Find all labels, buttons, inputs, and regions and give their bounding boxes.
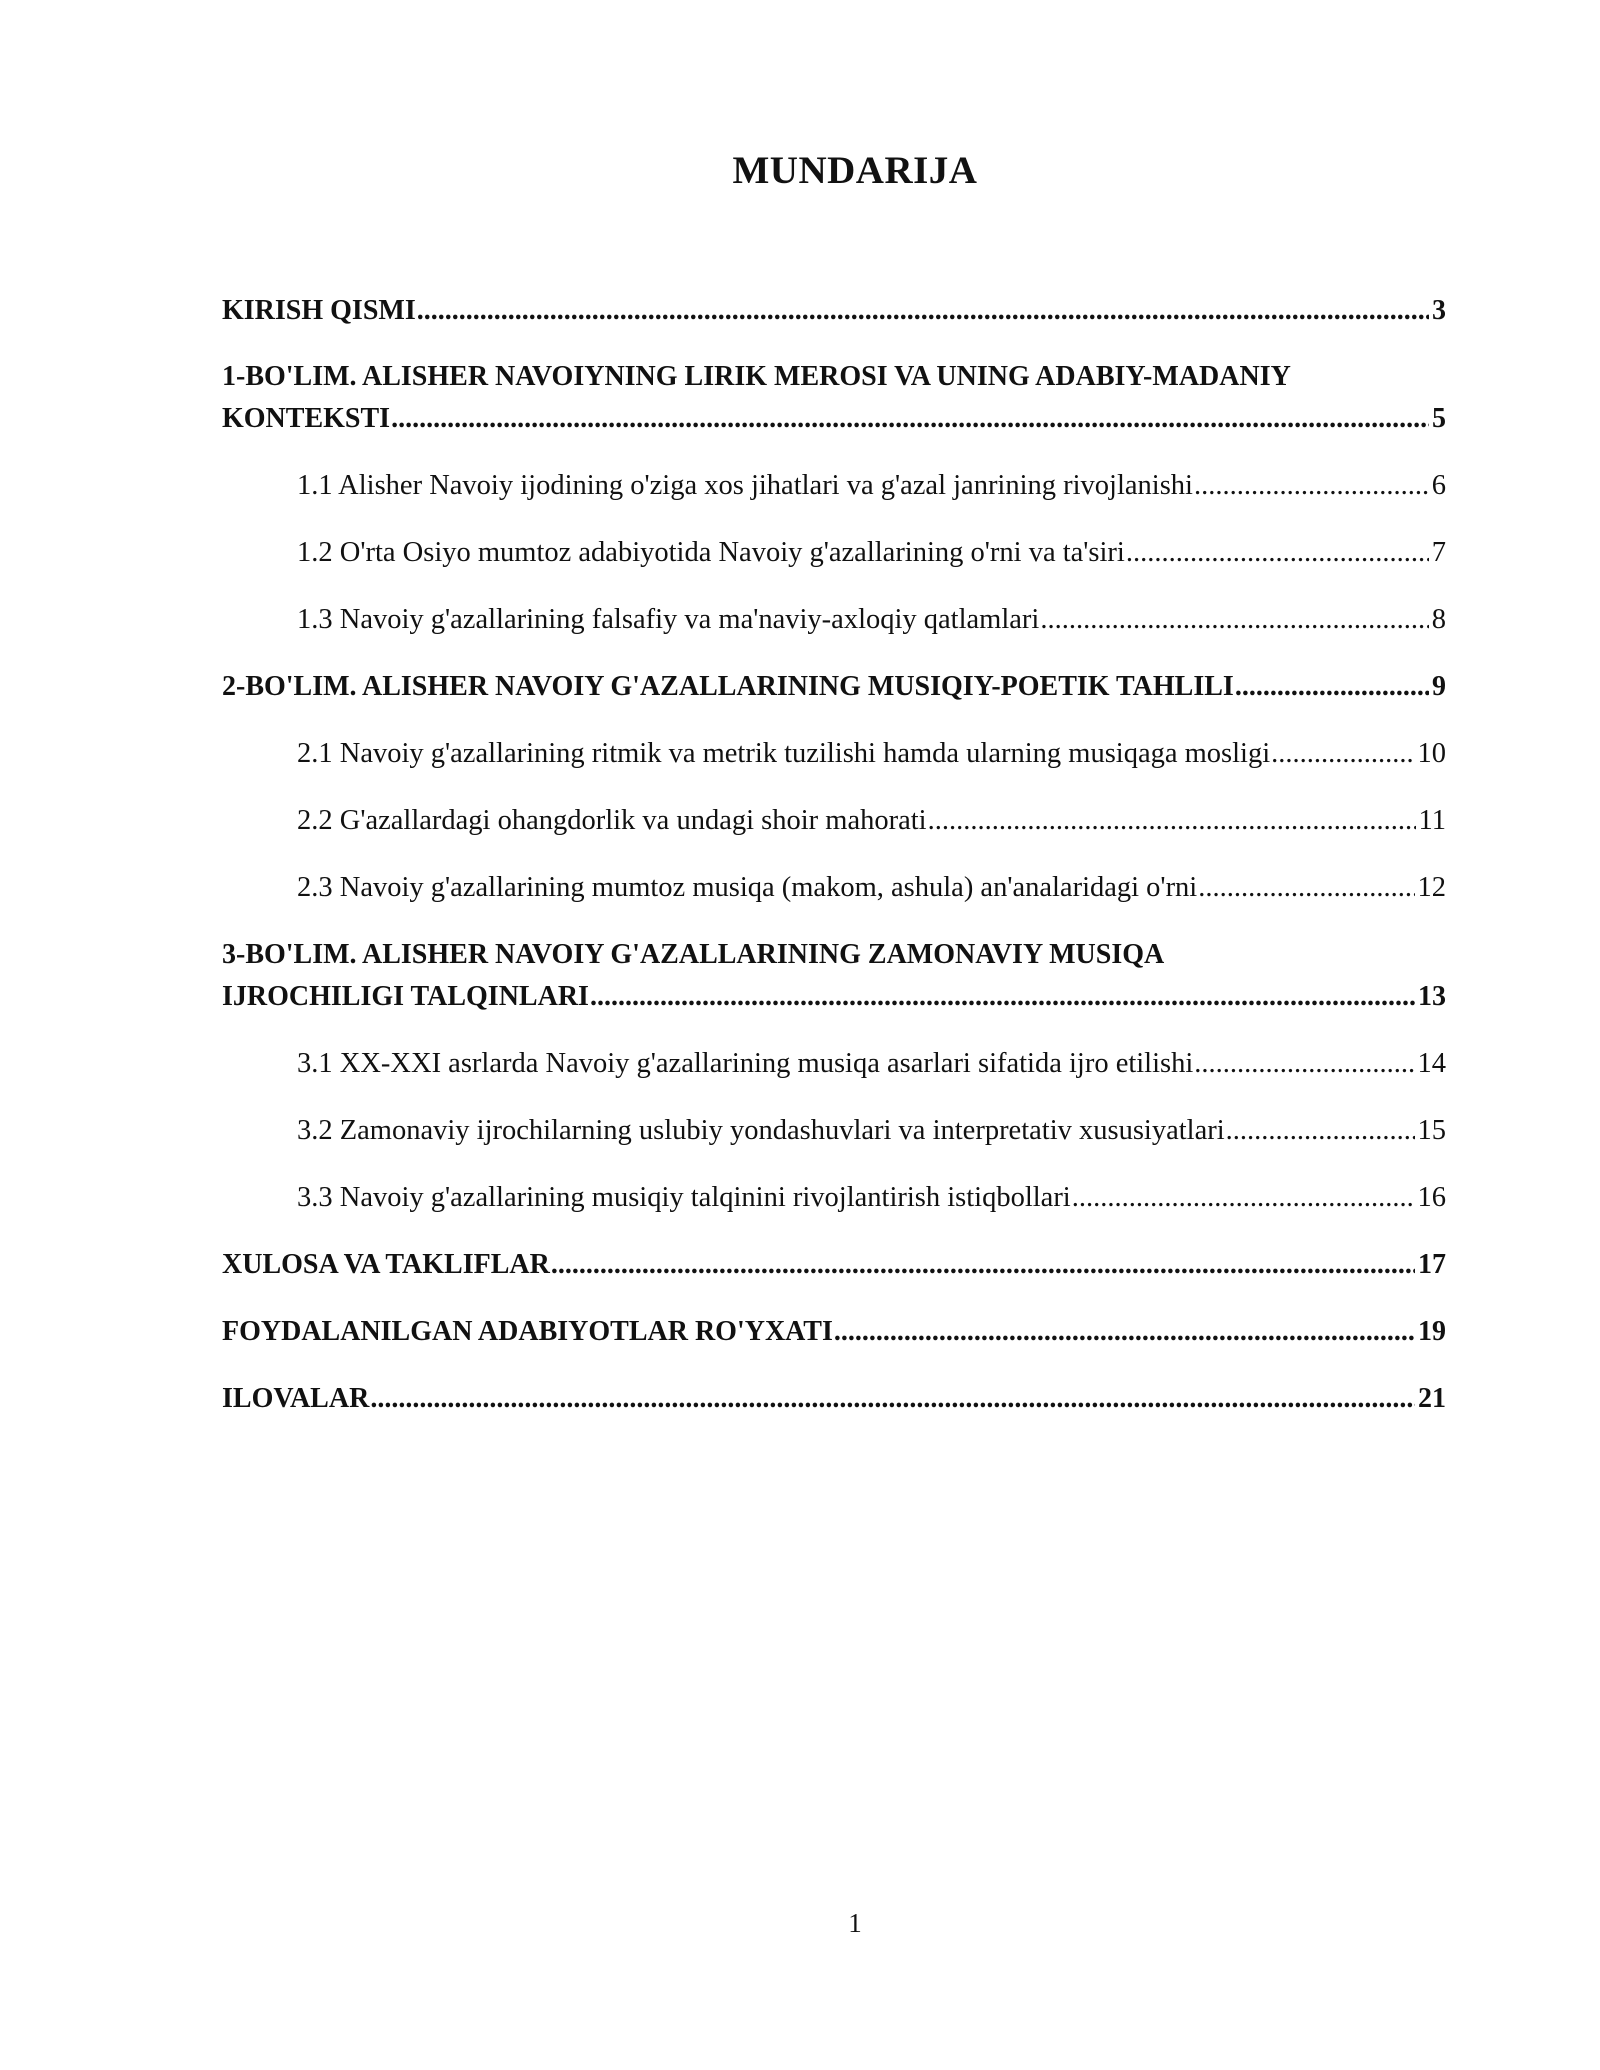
toc-page-number: 19 xyxy=(1418,1316,1446,1347)
toc-page-number: 12 xyxy=(1417,872,1446,903)
toc-entry-ilovalar[interactable] xyxy=(222,1378,1446,1420)
toc-entry-text: KIRISH QISMI xyxy=(222,295,416,326)
toc-leader-dots xyxy=(1235,666,1429,708)
toc-entry-bolim-2[interactable] xyxy=(222,666,1446,708)
toc-entry-1-2[interactable] xyxy=(297,532,1446,574)
toc-entry-text: 1.2 O'rta Osiyo mumtoz adabiyotida Navoiy g'azallarining o'rni va ta'siri xyxy=(297,537,1125,568)
toc-entry-xulosa[interactable] xyxy=(222,1244,1446,1286)
toc-entry-1-3[interactable] xyxy=(297,599,1446,641)
toc-entry-bolim-3[interactable] xyxy=(222,934,1446,1018)
toc-entry-text: XULOSA VA TAKLIFLAR xyxy=(222,1249,550,1280)
toc-page-number: 16 xyxy=(1417,1182,1446,1213)
toc-entry-3-1[interactable] xyxy=(297,1043,1446,1085)
toc-page-number: 17 xyxy=(1418,1249,1446,1280)
toc-leader-dots xyxy=(551,1244,1415,1286)
toc-entry-text: KONTEKSTI xyxy=(222,403,391,434)
toc-page-number: 8 xyxy=(1431,604,1446,635)
toc-page-number: 15 xyxy=(1417,1115,1446,1146)
toc-entry-text: 2.1 Navoiy g'azallarining ritmik va metrik tuzilishi hamda ularning musiqaga mosligi xyxy=(297,738,1271,769)
toc-entry-text: FOYDALANILGAN ADABIYOTLAR RO'YXATI xyxy=(222,1316,833,1347)
toc-page-number: 10 xyxy=(1417,738,1446,769)
toc-page-number: 3 xyxy=(1432,295,1446,326)
toc-entry-2-3[interactable] xyxy=(297,867,1446,909)
toc-page-number: 13 xyxy=(1418,981,1446,1012)
toc-entry-text: 2.2 G'azallardagi ohangdorlik va undagi shoir mahorati xyxy=(297,805,927,836)
toc-leader-dots xyxy=(1072,1177,1415,1219)
toc-leader-dots xyxy=(370,1378,1415,1420)
toc-entry-text: 3.1 XX-XXI asrlarda Navoiy g'azallarining musiqa asarlari sifatida ijro etilishi xyxy=(297,1048,1194,1079)
toc-entry-3-2[interactable] xyxy=(297,1110,1446,1152)
toc-page-number: 14 xyxy=(1417,1048,1446,1079)
toc-entry-kirish[interactable] xyxy=(222,290,1446,332)
toc-entry-text: 3.2 Zamonaviy ijrochilarning uslubiy yondashuvlari va interpretativ xususiyatlari xyxy=(297,1115,1225,1146)
toc-entry-text: 3.3 Navoiy g'azallarining musiqiy talqinini rivojlantirish istiqbollari xyxy=(297,1182,1071,1213)
toc-leader-dots xyxy=(1226,1110,1415,1152)
toc-leader-dots xyxy=(1198,867,1414,909)
toc-entry-text-line1: 3-BO'LIM. ALISHER NAVOIY G'AZALLARINING ZAMONAVIY MUSIQA xyxy=(222,939,1165,970)
toc-leader-dots xyxy=(928,800,1416,842)
toc-entry-2-1[interactable] xyxy=(297,733,1446,775)
toc-entry-text: 2-BO'LIM. ALISHER NAVOIY G'AZALLARINING MUSIQIY-POETIK TAHLILI xyxy=(222,671,1234,702)
toc-entry-adabiyotlar[interactable] xyxy=(222,1311,1446,1353)
toc-entry-text: 1.1 Alisher Navoiy ijodining o'ziga xos jihatlari va g'azal janrining rivojlanishi xyxy=(297,470,1193,501)
toc-entry-text: 2.3 Navoiy g'azallarining mumtoz musiqa (makom, ashula) an'analaridagi o'rni xyxy=(297,872,1198,903)
toc-leader-dots xyxy=(1040,599,1428,641)
toc-entry-3-3[interactable] xyxy=(297,1177,1446,1219)
toc-entry-text: IJROCHILIGI TALQINLARI xyxy=(222,981,589,1012)
toc-entry-text-line1: 1-BO'LIM. ALISHER NAVOIYNING LIRIK MEROSI VA UNING ADABIY-MADANIY xyxy=(222,361,1291,392)
toc-entry-1-1[interactable] xyxy=(297,465,1446,507)
toc-entry-text: ILOVALAR xyxy=(222,1383,370,1414)
toc-page-number: 11 xyxy=(1418,805,1446,836)
toc-page-number: 7 xyxy=(1431,537,1446,568)
toc-leader-dots xyxy=(1126,532,1429,574)
toc-leader-dots xyxy=(834,1311,1415,1353)
toc-page-number: 21 xyxy=(1418,1383,1446,1414)
toc-entry-bolim-1[interactable] xyxy=(222,356,1446,440)
page-number: 1 xyxy=(848,1908,862,1938)
toc-entry-text: 1.3 Navoiy g'azallarining falsafiy va ma'naviy-axloqiy qatlamlari xyxy=(297,604,1040,635)
toc-page-number: 9 xyxy=(1432,671,1446,702)
toc-leader-dots xyxy=(417,290,1429,332)
toc-entry-2-2[interactable] xyxy=(297,800,1446,842)
page-title: MUNDARIJA xyxy=(732,149,978,192)
toc-page-number: 6 xyxy=(1431,470,1446,501)
toc-leader-dots xyxy=(391,398,1429,440)
toc-leader-dots xyxy=(1194,465,1429,507)
table-of-contents xyxy=(222,290,1446,1420)
toc-leader-dots xyxy=(1271,733,1414,775)
toc-leader-dots xyxy=(590,976,1415,1018)
toc-leader-dots xyxy=(1194,1043,1414,1085)
toc-page-number: 5 xyxy=(1432,403,1446,434)
